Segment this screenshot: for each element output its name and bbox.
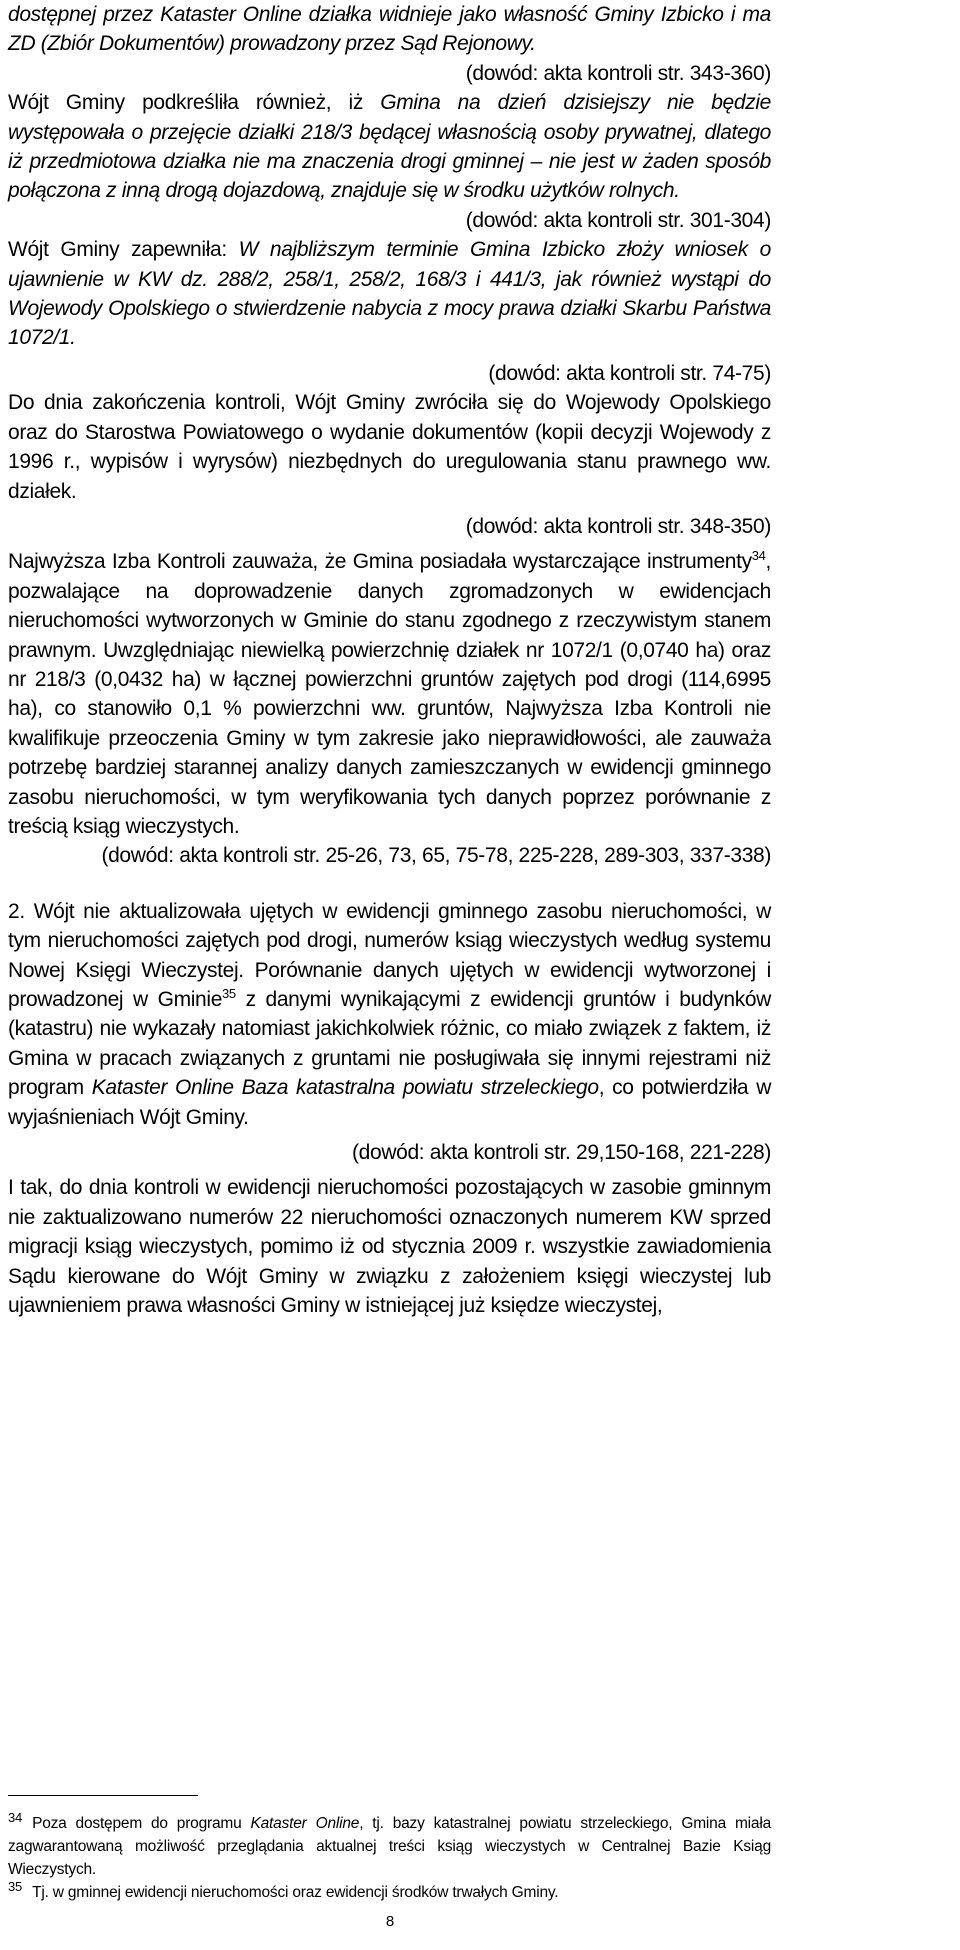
paragraph-wojt-statement <box>8 88 771 206</box>
text: Wójt Gminy podkreśliła również, iż <box>8 91 381 115</box>
paragraph-documents-request <box>8 388 771 506</box>
text: , pozwalające na doprowadzenie danych zgromadzonych w ewidencjach nieruchomości wytworzonych w Gminie do stanu zgodnego z rzeczywistym stanem prawnym. Uwzględniając niewielką powierzchnię działek nr 1072/1 (0,0740 ha) oraz nr 218/3 (0,0432 ha) w łącznej powierzchni gruntów zajętych pod drogi (114,6995 ha), co stanowiło 0,1 % powierzchni ww. gruntów, Najwyższa Izba Kontroli nie kwalifikuje przeoczenia Gminy w tym zakresie jako nieprawidłowości, ale zauważa potrzebę bardziej starannej analizy danych zamieszczanych w ewidencji gminnego zasobu nieruchomości, w tym weryfikowania tych danych poprzez porównanie z treścią ksiąg wieczystych. <box>8 550 771 838</box>
program-name: Kataster Online Baza katastralna powiatu strzeleckiego <box>91 1076 599 1100</box>
footnote-ref-35[interactable]: 35 <box>222 986 236 1001</box>
evidence-citation: (dowód: akta kontroli str. 25-26, 73, 65, 75-78, 225-228, 289-303, 337-338) <box>101 844 771 868</box>
text: dostępnej przez Kataster Online działka widnieje jako własność Gminy Izbicko i ma ZD (Zbiór Dokumentów) prowadzony przez Sąd Rejonowy. <box>8 3 771 56</box>
page-body <box>8 0 771 1320</box>
evidence-citation: (dowód: akta kontroli str. 301-304) <box>465 208 771 232</box>
footnote-34 <box>8 1809 771 1881</box>
paragraph-kw-numbers <box>8 1173 771 1320</box>
paragraph-wojt-assurance <box>8 235 771 353</box>
text: Wójt Gminy zapewniła: <box>8 238 239 262</box>
paragraph-nik-assessment <box>8 547 771 841</box>
evidence-citation: (dowód: akta kontroli str. 343-360) <box>465 61 771 85</box>
text: Tj. w gminnej ewidencji nieruchomości oraz ewidencji środków trwałych Gminy. <box>32 1884 559 1901</box>
quote-text: W najbliższym terminie Gmina Izbicko złoży wniosek o ujawnienie w KW dz. 288/2, 258/1, 258/2, 168/3 i 441/3, jak również wystąpi do Wojewody Opolskiego o stwierdzenie nabycia z mocy prawa działki Skarbu Państwa 1072/1. <box>8 238 771 350</box>
page-number: 8 <box>385 1913 395 1930</box>
footnote-35 <box>8 1878 771 1904</box>
text: , co potwierdziła w wyjaśnieniach Wójt Gminy. <box>8 1076 772 1129</box>
footnote-divider <box>8 1795 198 1796</box>
evidence-citation: (dowód: akta kontroli str. 348-350) <box>465 514 771 538</box>
text: Poza dostępem do programu <box>32 1815 251 1832</box>
footnotes <box>8 1809 771 1904</box>
evidence-citation: (dowód: akta kontroli str. 74-75) <box>488 361 771 385</box>
footnote-ref-34[interactable]: 34 <box>751 548 766 564</box>
text: , tj. bazy katastralnej powiatu strzeleckiego, Gmina miała zagwarantowaną możliwość przeglądania aktualnej treści ksiąg wieczystych w Centralnej Bazie Ksiąg Wieczystych. <box>8 1815 771 1878</box>
paragraph-point-2 <box>8 897 771 1132</box>
text: 2. Wójt nie aktualizowała ujętych w ewidencji gminnego zasobu nieruchomości, w tym nieruchomości zajętych pod drogi, numerów ksiąg wieczystych według systemu Nowej Księgi Wieczystej. Porównanie danych ujętych w ewidencji wytworzonej i prowadzonej w Gminie <box>8 899 771 1011</box>
text: Najwyższa Izba Kontroli zauważa, że Gmina posiadała wystarczające instrumenty <box>8 550 752 574</box>
footnote-number: 34 <box>8 1809 23 1825</box>
text: I tak, do dnia kontroli w ewidencji nieruchomości pozostających w zasobie gminnym nie zaktualizowano numerów 22 nieruchomości oznaczonych numerem KW sprzed migracji ksiąg wieczystych, pomimo iż od stycznia 2009 r. wszystkie zawiadomienia Sądu kierowane do Wójt Gminy w związku z założeniem księgi wieczystej lub ujawnieniem prawa własności Gminy w istniejącej już księdze wieczystej, <box>8 1176 771 1318</box>
text: Do dnia zakończenia kontroli, Wójt Gminy zwróciła się do Wojewody Opolskiego oraz do Starostwa Powiatowego o wydanie dokumentów (kopii decyzji Wojewody z 1996 r., wypisów i wyrysów) niezbędnych do uregulowania stanu prawnego ww. działek. <box>8 391 771 503</box>
evidence-citation: (dowód: akta kontroli str. 29,150-168, 221-228) <box>352 1141 771 1165</box>
program-name: Kataster Online <box>250 1815 360 1832</box>
footnote-number: 35 <box>8 1878 23 1894</box>
text: z danymi wynikającymi z ewidencji gruntów i budynków (katastru) nie wykazały natomiast jakichkolwiek różnic, co miało związek z faktem, iż Gmina w pracach związanych z gruntami nie posługiwała się innymi rejestrami niż program <box>8 988 771 1100</box>
quote-text: Gmina na dzień dzisiejszy nie będzie występowała o przejęcie działki 218/3 będącej własnością osoby prywatnej, dlatego iż przedmiotowa działka nie ma znaczenia drogi gminnej – nie jest w żaden sposób połączona z inną drogą dojazdową, znajduje się w środku użytków rolnych. <box>8 91 771 203</box>
paragraph-kataster-status <box>8 0 771 59</box>
